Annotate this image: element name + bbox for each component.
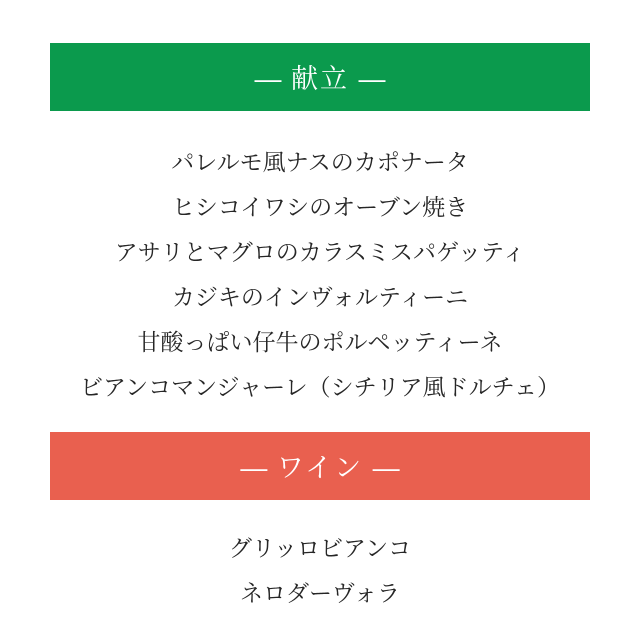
list-item: ネロダーヴォラ	[239, 580, 401, 606]
list-item: アサリとマグロのカラスミスパゲッティ	[114, 239, 526, 265]
menu-section-header	[50, 43, 590, 111]
wine-section-title: ワイン	[276, 453, 364, 483]
list-item: カジキのインヴォルティーニ	[171, 284, 469, 310]
list-item: パレルモ風ナスのカポナータ	[171, 149, 469, 175]
menu-section-title: 献立	[291, 64, 349, 94]
list-item: ヒシコイワシのオーブン焼き	[171, 194, 469, 220]
list-item: グリッロビアンコ	[228, 535, 412, 561]
header-left-dash: —	[240, 453, 268, 483]
list-item: ビアンコマンジャーレ（シチリア風ドルチェ）	[80, 374, 560, 400]
header-left-dash: —	[254, 64, 282, 94]
menu-item-list	[0, 140, 640, 410]
header-right-dash: —	[358, 64, 386, 94]
wine-section-header	[50, 432, 590, 500]
wine-item-list	[0, 526, 640, 616]
header-right-dash: —	[372, 453, 400, 483]
list-item: 甘酸っぱい仔牛のポルペッティーネ	[137, 329, 503, 355]
